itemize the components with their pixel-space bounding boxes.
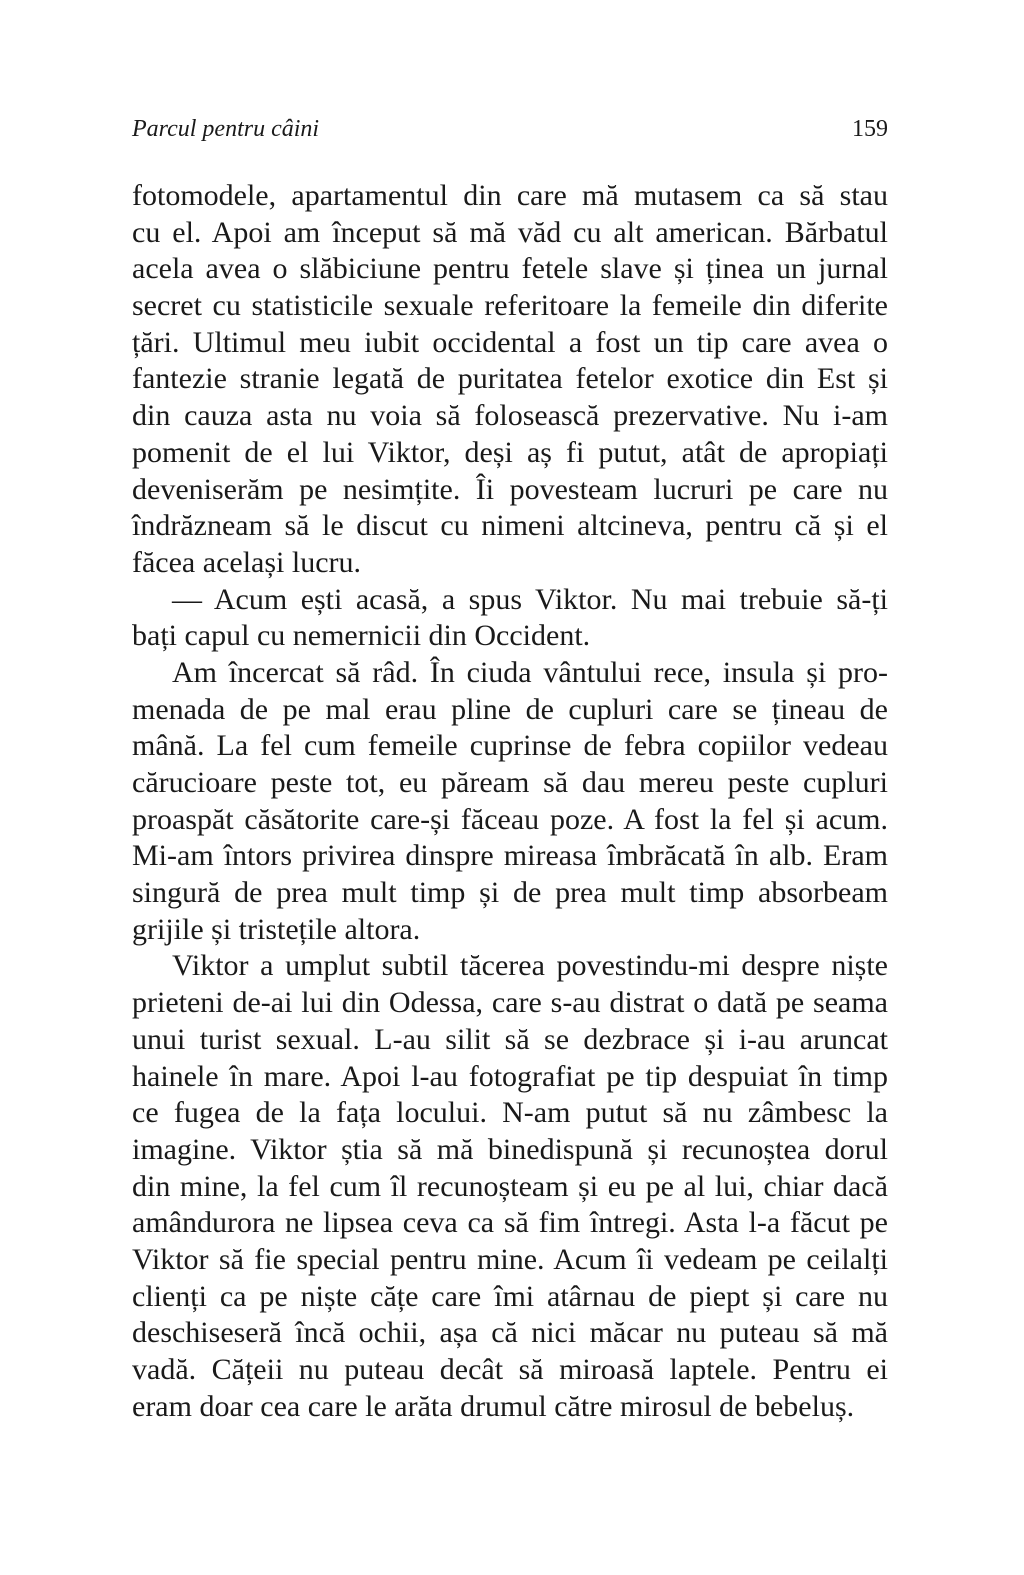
text-line: îndrăzneam să le discut cu nimeni altcineva, pentru că și el (132, 509, 888, 543)
paragraph (132, 582, 888, 655)
text-line: singură de prea mult timp și de prea mult timp absorbeam (132, 876, 888, 910)
text-line: Mi-am întors privirea dinspre mireasa îmbrăcată în alb. Eram (132, 839, 888, 873)
text-line: mână. La fel cum femeile cuprinse de febra copiilor vedeau (132, 729, 888, 763)
paragraph (132, 655, 888, 949)
paragraph (132, 178, 888, 582)
text-line: fantezie stranie legată de puritatea fetelor exotice din Est și (132, 362, 888, 396)
text-line: unui turist sexual. L-au silit să se dezbrace și i-au aruncat (132, 1022, 888, 1056)
text-line: din mine, la fel cum îl recunoșteam și eu pe al lui, chiar dacă (132, 1169, 888, 1203)
text-line: eram doar cea care le arăta drumul către mirosul de bebeluș. (132, 1389, 855, 1423)
text-line: proaspăt căsătorite care-și făceau poze. A fost la fel și acum. (132, 802, 888, 836)
text-line: deveniserăm pe nesimțite. Îi povesteam lucruri pe care nu (132, 472, 888, 506)
text-line: deschiseseră încă ochii, așa că nici măcar nu puteau să mă (132, 1316, 888, 1350)
text-line: grijile și tristețile altora. (132, 912, 421, 946)
text-line: secret cu statisticile sexuale referitoare la femeile din diferite (132, 289, 888, 323)
text-line: ce fugea de la fața locului. N-am putut să nu zâmbesc la (132, 1096, 888, 1130)
page-number: 159 (852, 116, 888, 142)
text-line: amândurora ne lipsea ceva ca să fim întregi. Asta l-a făcut pe (132, 1206, 888, 1240)
text-line: hainele în mare. Apoi l-au fotografiat pe tip despuiat în timp (132, 1059, 888, 1093)
text-line: cărucioare peste tot, eu păream să dau mereu peste cupluri (132, 766, 888, 799)
text-line: prieteni de-ai lui din Odessa, care s-au distrat o dată pe seama (132, 986, 888, 1020)
text-line: cu el. Apoi am început să mă văd cu alt american. Bărbatul (132, 215, 888, 249)
text-line: acela avea o slăbiciune pentru fetele slave și ținea un jurnal (132, 252, 888, 286)
running-title: Parcul pentru câini (132, 116, 320, 142)
text-line: din cauza asta nu voia să folosească prezervative. Nu i-am (132, 399, 888, 433)
text-line: imagine. Viktor știa să mă binedispună și recunoștea dorul (132, 1132, 888, 1166)
text-line: făcea același lucru. (132, 545, 361, 579)
body-text (132, 178, 888, 1425)
paragraph (132, 948, 888, 1425)
running-header (132, 114, 888, 144)
text-line: fotomodele, apartamentul din care mă mutasem ca să stau (132, 179, 888, 212)
text-line: vadă. Cățeii nu puteau decât să miroasă laptele. Pentru ei (132, 1353, 888, 1386)
text-line: țări. Ultimul meu iubit occidental a fost un tip care avea o (132, 325, 888, 359)
text-line: pomenit de el lui Viktor, deși aș fi putut, atât de apropiați (132, 435, 888, 469)
text-line: menada de pe mal erau pline de cupluri care se țineau de (132, 692, 888, 726)
text-line: — Acum ești acasă, a spus Viktor. Nu mai trebuie să-ți (172, 582, 888, 616)
text-line: bați capul cu nemernicii din Occident. (132, 619, 591, 653)
text-line: clienți ca pe niște cățe care îmi atârnau de piept și care nu (132, 1279, 888, 1313)
text-line: Viktor a umplut subtil tăcerea povestindu-mi despre niște (172, 949, 888, 983)
text-line: Viktor să fie special pentru mine. Acum îi vedeam pe ceilalți (132, 1242, 888, 1276)
text-line: Am încercat să râd. În ciuda vântului rece, insula și pro- (172, 655, 888, 689)
